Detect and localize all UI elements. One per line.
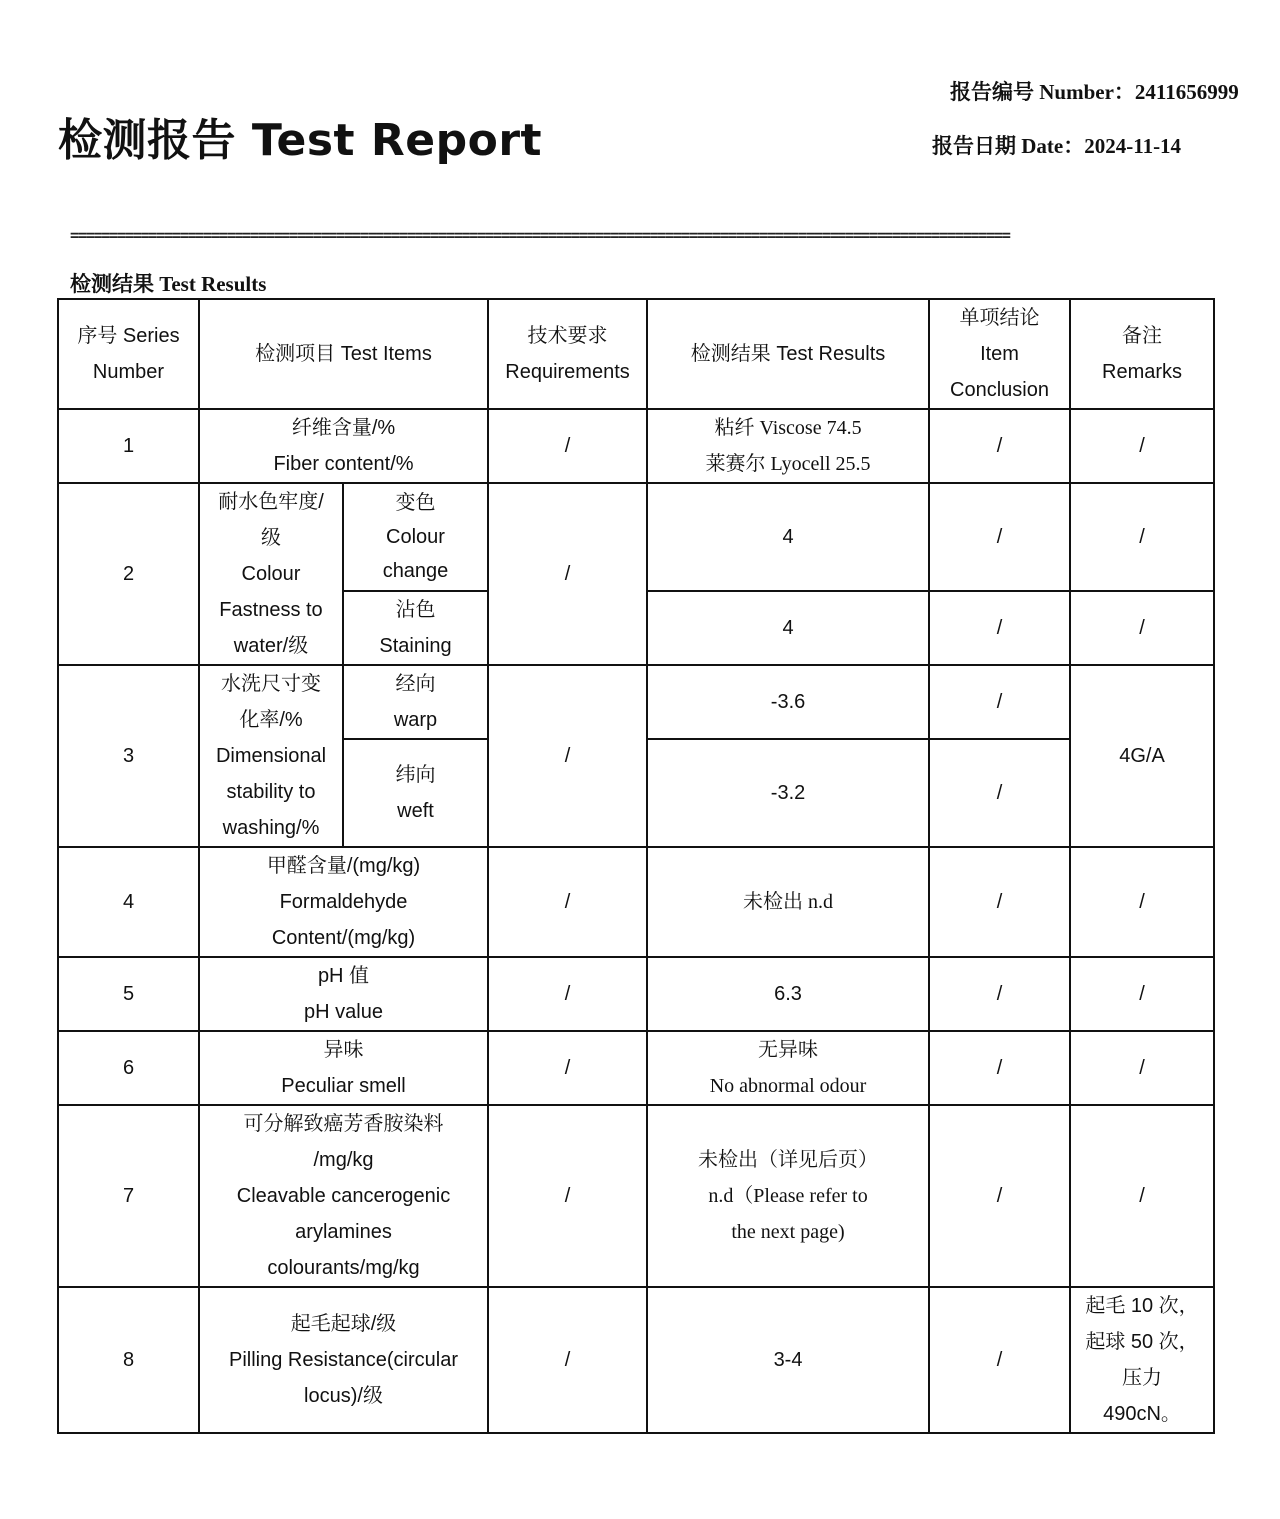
- sub-item-text: 经向: [395, 673, 436, 695]
- sub-item-text: 变色: [395, 492, 436, 514]
- result-text: 粘纤 Viscose 74.5: [714, 417, 862, 439]
- item-text: 甲醛含量/(mg/kg): [266, 855, 421, 877]
- test-item: [199, 1031, 488, 1105]
- item-conclusion: /: [929, 1287, 1070, 1433]
- sub-item: [343, 665, 488, 739]
- item-text: Fastness to: [219, 599, 323, 621]
- separator-line: ========================================================================================================================: [70, 226, 1010, 244]
- header-conclusion: [929, 299, 1070, 409]
- result-text: n.d（Please refer to: [708, 1185, 868, 1207]
- result-text: 无异味: [758, 1039, 819, 1061]
- table-row: [58, 665, 1214, 739]
- item-text: 级: [261, 527, 281, 549]
- item-text: 异味: [323, 1039, 364, 1061]
- header-requirements: [488, 299, 647, 409]
- remark-text: 起球 50 次，: [1085, 1331, 1199, 1353]
- test-result: 4: [647, 483, 929, 591]
- item-text: 起毛起球/级: [290, 1313, 397, 1335]
- item-text: Peculiar smell: [281, 1075, 406, 1097]
- test-item: [199, 847, 488, 957]
- remark: /: [1070, 1105, 1214, 1287]
- result-text: 未检出（详见后页）: [698, 1149, 879, 1171]
- header-text: 序号 Series: [77, 325, 180, 347]
- item-text: pH value: [304, 1001, 383, 1023]
- table-row: [58, 957, 1214, 1031]
- table-header-row: [58, 299, 1214, 409]
- sub-item-text: Colour: [386, 526, 445, 548]
- sub-item: [343, 483, 488, 591]
- test-item: [199, 957, 488, 1031]
- item-text: stability to: [226, 781, 316, 803]
- item-text: pH 值: [317, 965, 370, 987]
- remark: /: [1070, 591, 1214, 665]
- test-result: [647, 1031, 929, 1105]
- test-result: [647, 1105, 929, 1287]
- table-row: [58, 847, 1214, 957]
- header-text: 检测项目 Test Items: [255, 343, 432, 365]
- report-number: 报告编号 Number：2411656999: [950, 80, 1239, 104]
- sub-item: [343, 591, 488, 665]
- row-number: 4: [58, 847, 199, 957]
- header-text: Item: [980, 343, 1019, 365]
- table-row: [58, 1287, 1214, 1433]
- requirement: /: [488, 1031, 647, 1105]
- header-text: Requirements: [505, 361, 630, 383]
- item-text: Formaldehyde: [279, 891, 408, 913]
- header-items: [199, 299, 488, 409]
- header-text: Conclusion: [950, 379, 1049, 401]
- test-result: [647, 409, 929, 483]
- row-number: 6: [58, 1031, 199, 1105]
- item-text: Colour: [241, 563, 301, 585]
- page-title: 检测报告 Test Report: [58, 115, 543, 166]
- requirement: /: [488, 957, 647, 1031]
- test-result: [647, 847, 929, 957]
- result-text: 6.3: [774, 983, 802, 1005]
- remark: /: [1070, 483, 1214, 591]
- result-text: the next page): [731, 1221, 845, 1243]
- test-result: [647, 1287, 929, 1433]
- table-row: [58, 1105, 1214, 1287]
- section-label: 检测结果 Test Results: [70, 272, 267, 296]
- result-text: 3-4: [773, 1349, 803, 1371]
- header-text: 检测结果 Test Results: [690, 343, 886, 365]
- item-text: colourants/mg/kg: [267, 1257, 420, 1279]
- test-item: [199, 1287, 488, 1433]
- item-text: arylamines: [295, 1221, 392, 1243]
- test-result: -3.6: [647, 665, 929, 739]
- table-row: [58, 483, 1214, 591]
- item-conclusion: /: [929, 665, 1070, 739]
- item-conclusion: /: [929, 957, 1070, 1031]
- test-item: [199, 1105, 488, 1287]
- remark: /: [1070, 847, 1214, 957]
- item-conclusion: /: [929, 1031, 1070, 1105]
- item-text: /mg/kg: [313, 1149, 374, 1171]
- row-number: 1: [58, 409, 199, 483]
- item-text: washing/%: [222, 817, 320, 839]
- item-conclusion: /: [929, 739, 1070, 847]
- item-text: 化率/%: [239, 709, 303, 731]
- item-text: Content/(mg/kg): [271, 927, 416, 949]
- item-text: 可分解致癌芳香胺染料: [243, 1113, 444, 1135]
- result-text: No abnormal odour: [709, 1075, 867, 1097]
- header-text: 技术要求: [527, 325, 608, 347]
- requirement: /: [488, 1105, 647, 1287]
- sub-item-text: weft: [397, 800, 434, 822]
- test-result: 4: [647, 591, 929, 665]
- item-text: 纤维含量/%: [291, 417, 396, 439]
- test-result: -3.2: [647, 739, 929, 847]
- remark-text: 压力: [1122, 1367, 1163, 1389]
- requirement: /: [488, 483, 647, 665]
- requirement: /: [488, 409, 647, 483]
- header-text: Remarks: [1102, 361, 1183, 383]
- item-text: Pilling Resistance(circular: [229, 1349, 458, 1371]
- sub-item-text: warp: [393, 709, 438, 731]
- remark-text: 起毛 10 次，: [1085, 1295, 1199, 1317]
- row-number: 7: [58, 1105, 199, 1287]
- item-text: locus)/级: [304, 1385, 383, 1407]
- row-number: 3: [58, 665, 199, 847]
- item-conclusion: /: [929, 483, 1070, 591]
- header-text: 单项结论: [959, 307, 1040, 329]
- remark-text: 490cN。: [1103, 1403, 1181, 1425]
- header-results: [647, 299, 929, 409]
- item-text: Fiber content/%: [273, 453, 414, 475]
- requirement: /: [488, 1287, 647, 1433]
- requirement: /: [488, 847, 647, 957]
- row-number: 8: [58, 1287, 199, 1433]
- item-conclusion: /: [929, 409, 1070, 483]
- item-text: 水洗尺寸变: [221, 673, 321, 695]
- table-row: [58, 1031, 1214, 1105]
- sub-item-text: change: [382, 560, 449, 582]
- row-number: 5: [58, 957, 199, 1031]
- table-row: [58, 409, 1214, 483]
- item-text: Dimensional: [215, 745, 327, 767]
- header-text: 备注: [1122, 325, 1163, 347]
- test-item: [199, 409, 488, 483]
- result-text: 莱赛尔 Lyocell 25.5: [705, 453, 871, 475]
- item-conclusion: /: [929, 591, 1070, 665]
- item-conclusion: /: [929, 847, 1070, 957]
- header-text: Number: [92, 361, 165, 383]
- item-text: Cleavable cancerogenic: [236, 1185, 451, 1207]
- sub-item-text: 沾色: [395, 599, 436, 621]
- test-result: [647, 957, 929, 1031]
- remark: /: [1070, 409, 1214, 483]
- sub-item: [343, 739, 488, 847]
- header-remarks: [1070, 299, 1214, 409]
- row-number: 2: [58, 483, 199, 665]
- item-text: 耐水色牢度/: [218, 491, 324, 513]
- test-item: [199, 483, 343, 665]
- requirement: /: [488, 665, 647, 847]
- sub-item-text: 纬向: [395, 764, 436, 786]
- item-conclusion: /: [929, 1105, 1070, 1287]
- results-table: [57, 298, 1215, 1434]
- remark: /: [1070, 957, 1214, 1031]
- sub-item-text: Staining: [379, 635, 452, 657]
- test-item: [199, 665, 343, 847]
- header-series: [58, 299, 199, 409]
- remark: [1070, 1287, 1214, 1433]
- result-text: 未检出 n.d: [743, 891, 834, 913]
- report-date: 报告日期 Date：2024-11-14: [932, 134, 1182, 158]
- remark: /: [1070, 1031, 1214, 1105]
- remark: 4G/A: [1070, 665, 1214, 847]
- item-text: water/级: [233, 635, 309, 657]
